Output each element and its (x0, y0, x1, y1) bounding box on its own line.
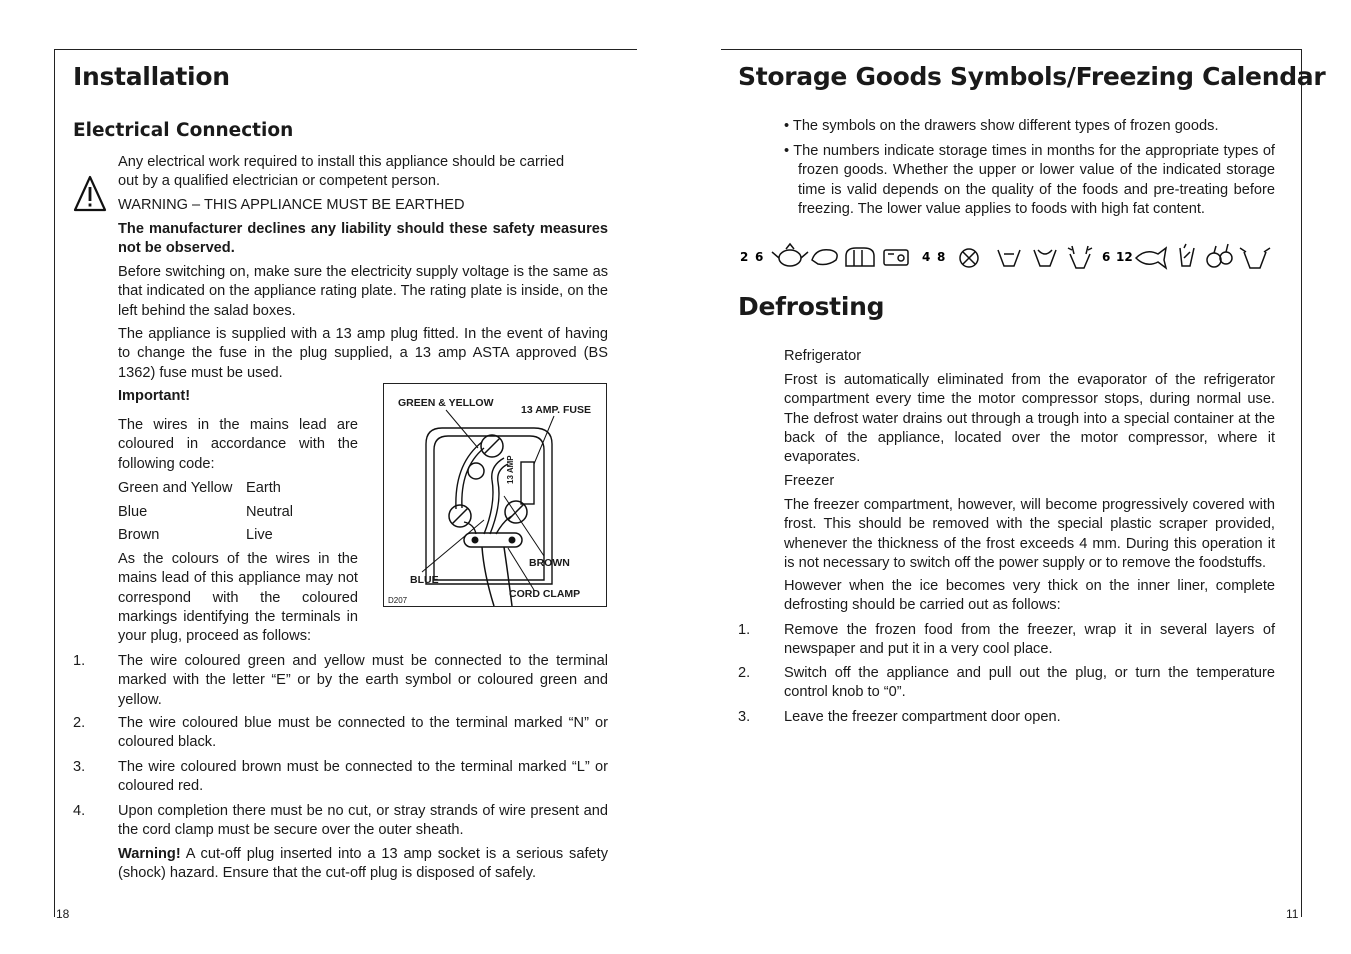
symbol-number: 6 (1102, 250, 1111, 264)
pig-head-icon (998, 250, 1020, 266)
warning-earthed: WARNING – THIS APPLIANCE MUST BE EARTHED (118, 197, 465, 213)
wire-meaning: Earth (246, 480, 281, 496)
intro-paragraph: Any electrical work required to install this appliance should be carried out by a qualified electrician or competent person. (118, 154, 565, 190)
important-label: Important! (118, 388, 191, 404)
label-fuse-body: 13 AMP (506, 455, 515, 484)
wire-meaning: Neutral (246, 504, 294, 520)
symbol-number: 2 (740, 250, 749, 264)
colours-paragraph: As the colours of the wires in the mains lead of this appliance may not correspond with the coloured markings identifying the terminals in your plug, proceed as follows: (118, 551, 358, 645)
sheep-head-icon (1034, 250, 1056, 266)
page-number-left: 18 (56, 907, 70, 921)
fish-icon (1136, 248, 1166, 268)
plug-drawing (384, 384, 606, 606)
final-warning-text: A cut-off plug inserted into a 13 amp socket is a serious safety (shock) hazard. Ensure that the cut-off plug is disposed of safely. (118, 846, 608, 882)
wire-colour: Brown (118, 527, 160, 543)
box-icon (884, 250, 908, 265)
label-blue: BLUE (410, 574, 439, 586)
right-top-rule (721, 49, 1302, 50)
final-warning-label: Warning! (118, 846, 181, 862)
bullet-storage-times: • The numbers indicate storage times in months for the appropriate types of frozen goods. Whether the upper or lower value of the indicated storage time is valid depends on the quality of the foods and pre-treating before freezing. The lower value applies to foods with high fat content. (784, 143, 1275, 217)
left-top-rule (54, 49, 637, 50)
step-text: The wire coloured brown must be connected to the terminal marked “L” or coloured red. (118, 759, 608, 795)
label-brown: BROWN (529, 557, 570, 569)
deer-head-icon (1068, 246, 1092, 268)
label-cord-clamp: CORD CLAMP (509, 588, 581, 600)
page-title-defrosting: Defrosting (738, 292, 885, 321)
step-number: 4. (73, 803, 86, 819)
section-title-electrical: Electrical Connection (73, 120, 294, 141)
chicken-icon (960, 249, 978, 267)
plug-wiring-diagram (383, 383, 607, 607)
symbol-number: 6 (755, 250, 764, 264)
step-text: The wire coloured green and yellow must be connected to the terminal marked with the letter “E” or by the earth symbol or coloured green and yellow. (118, 653, 608, 708)
freezer-paragraph: The freezer compartment, however, will become progressively covered with frost. This should be removed with the special plastic scraper provided, whenever the thickness of the frost exceeds 4 mm. During this operation it is not necessary to switch off the power supply or to remove the foodstuffs. (784, 497, 1275, 571)
wires-paragraph: The wires in the mains lead are coloured in accordance with the following code: (118, 417, 358, 472)
ice-paragraph: However when the ice becomes very thick on the inner liner, complete defrosting should be carried out as follows: (784, 578, 1275, 614)
fruit-icon (1207, 244, 1232, 267)
liability-paragraph: The manufacturer declines any liability should these safety measures not be observed. (118, 221, 608, 257)
label-green-yellow: GREEN & YELLOW (398, 397, 494, 409)
wire-colour: Blue (118, 504, 148, 520)
step-number: 2. (73, 715, 86, 731)
page-number-right: 11 (1286, 907, 1299, 921)
step-text: Upon completion there must be no cut, or stray strands of wire present and the cord clamp must be secure over the outer sheath. (118, 803, 608, 839)
page-title-installation: Installation (73, 62, 230, 91)
step-number: 3. (73, 759, 86, 775)
storage-symbols-row (738, 238, 1278, 274)
step-number: 1. (738, 622, 751, 638)
pot-icon (772, 244, 808, 266)
right-side-rule (1301, 49, 1302, 917)
symbol-number: 8 (937, 250, 946, 264)
warning-triangle-icon (73, 175, 107, 213)
freezer-label: Freezer (784, 473, 835, 489)
step-text: Remove the frozen food from the freezer, wrap it in several layers of newspaper and put it in a very cool place. (784, 622, 1275, 658)
plug-paragraph: The appliance is supplied with a 13 amp plug fitted. In the event of having to change the fuse in the plug supplied, a 13 amp ASTA approved (BS 1362) fuse must be used. (118, 326, 608, 381)
final-warning (118, 845, 608, 884)
step-number: 3. (738, 709, 751, 725)
page-title-storage: Storage Goods Symbols/Freezing Calendar (738, 62, 1326, 91)
bullet-symbols: • The symbols on the drawers show different types of frozen goods. (784, 118, 1219, 134)
refrigerator-paragraph: Frost is automatically eliminated from the evaporator of the refrigerator compartment every time the motor compressor stops, during normal use. The defrost water drains out through a trough into a special container at the back of the appliance, located over the motor compressor, where it evaporates. (784, 372, 1275, 466)
beef-head-icon (1240, 248, 1270, 268)
refrigerator-label: Refrigerator (784, 348, 862, 364)
bread-icon (846, 248, 874, 266)
voltage-paragraph: Before switching on, make sure the electricity supply voltage is the same as that indicated on the appliance rating plate. The rating plate is inside, on the left behind the salad boxes. (118, 264, 608, 319)
step-text: Switch off the appliance and pull out the plug, or turn the temperature control knob to “0”. (784, 665, 1275, 701)
step-number: 1. (73, 653, 86, 669)
step-text: The wire coloured blue must be connected to the terminal marked “N” or coloured black. (118, 715, 608, 751)
left-side-rule (54, 49, 55, 917)
wire-meaning: Live (246, 527, 273, 543)
figure-code: D207 (388, 596, 408, 605)
label-13-amp-fuse: 13 AMP. FUSE (521, 404, 592, 416)
step-number: 2. (738, 665, 751, 681)
step-text: Leave the freezer compartment door open. (784, 709, 1061, 725)
symbol-number: 12 (1116, 250, 1133, 264)
vegetable-icon (1180, 244, 1194, 266)
wire-colour: Green and Yellow (118, 480, 233, 496)
sausage-icon (812, 250, 837, 265)
symbol-number: 4 (922, 250, 931, 264)
storage-symbols (738, 238, 1278, 274)
